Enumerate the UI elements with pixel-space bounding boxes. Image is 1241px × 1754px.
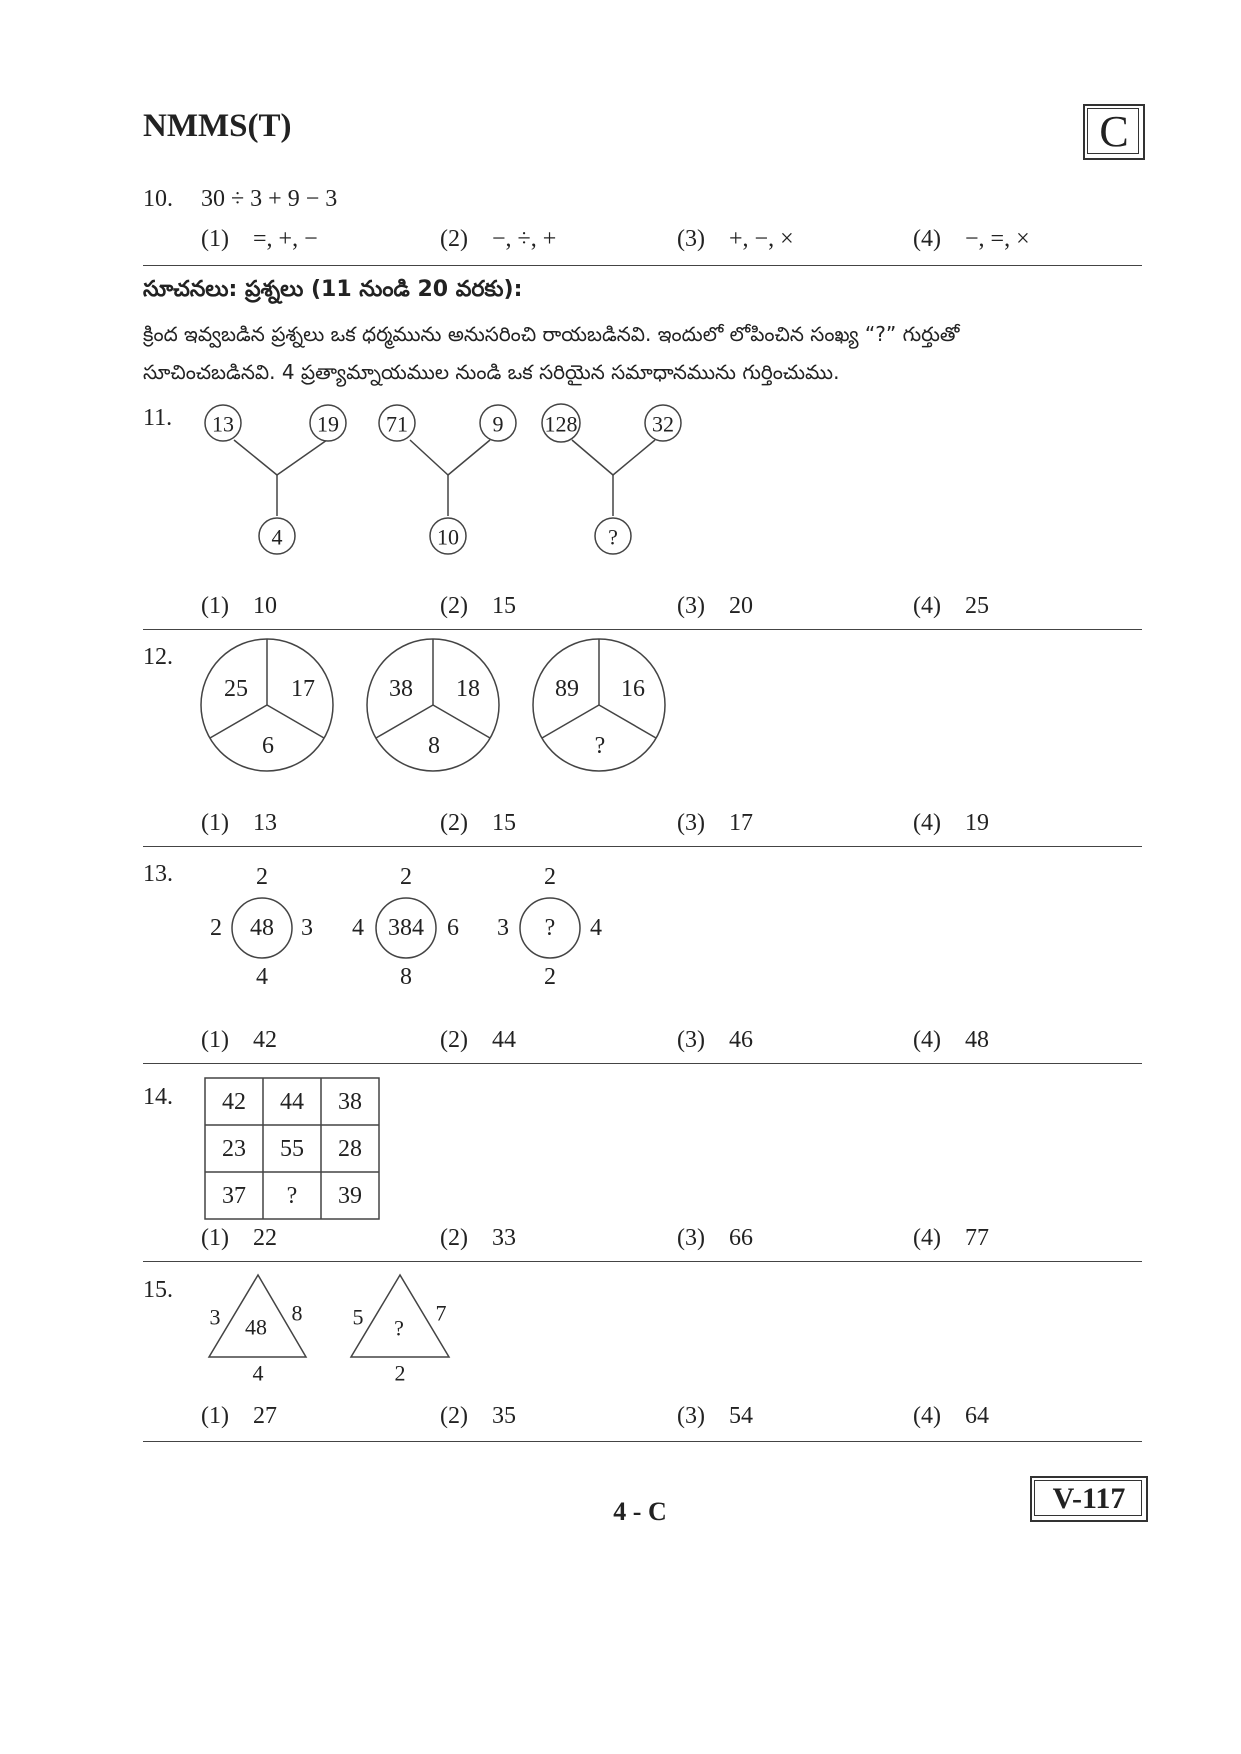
option-value: 46 bbox=[729, 1027, 753, 1053]
option-number: (1) bbox=[201, 226, 229, 252]
question-number: 14. bbox=[143, 1084, 173, 1110]
option-number: (4) bbox=[913, 1225, 941, 1251]
option-value: 44 bbox=[492, 1027, 516, 1053]
q15-fig2-left: 5 bbox=[352, 1304, 364, 1330]
option-number: (2) bbox=[440, 1027, 468, 1053]
option-1 bbox=[201, 1027, 277, 1054]
option-value: 48 bbox=[965, 1027, 989, 1053]
q12-fig1-c: 6 bbox=[262, 733, 274, 759]
q13-fig3-right: 4 bbox=[590, 915, 602, 941]
option-number: (4) bbox=[913, 1027, 941, 1053]
grid-cell: 37 bbox=[222, 1183, 246, 1209]
page-title: NMMS(T) bbox=[143, 108, 292, 144]
option-number: (1) bbox=[201, 1027, 229, 1053]
option-3 bbox=[677, 810, 753, 837]
q13-fig3-bottom: 2 bbox=[544, 964, 556, 990]
option-number: (2) bbox=[440, 593, 468, 619]
grid-cell: 38 bbox=[338, 1089, 362, 1115]
q15-fig1-center: 48 bbox=[245, 1314, 267, 1340]
option-number: (4) bbox=[913, 593, 941, 619]
q13-fig2-left: 4 bbox=[352, 915, 364, 941]
option-value: 25 bbox=[965, 593, 989, 619]
grid-cell: 44 bbox=[280, 1089, 304, 1115]
option-value: −, ÷, + bbox=[492, 226, 557, 252]
q13-fig1-top: 2 bbox=[256, 864, 268, 890]
option-value: 15 bbox=[492, 810, 516, 836]
option-number: (1) bbox=[201, 810, 229, 836]
q13-fig1-right: 3 bbox=[301, 915, 313, 941]
option-value: =, +, − bbox=[253, 226, 318, 252]
grid-cell: 42 bbox=[222, 1089, 246, 1115]
divider bbox=[143, 1063, 1142, 1064]
grid-cell: 28 bbox=[338, 1136, 362, 1162]
q11-fig1-left: 13 bbox=[212, 411, 234, 437]
q12-fig3-a: 89 bbox=[555, 676, 579, 702]
q15-fig2-center: ? bbox=[394, 1315, 404, 1341]
option-value: 27 bbox=[253, 1403, 277, 1429]
option-1 bbox=[201, 810, 277, 837]
set-code-badge: C bbox=[1083, 104, 1145, 160]
option-value: 77 bbox=[965, 1225, 989, 1251]
instructions-line: క్రింద ఇవ్వబడిన ప్రశ్నలు ఒక ధర్మమును అనుసరించి రాయబడినవి. ఇందులో లోపించిన సంఖ్య “?” గుర్తుతో bbox=[143, 322, 960, 346]
instructions-heading: సూచనలు: ప్రశ్నలు (11 నుండి 20 వరకు): bbox=[143, 277, 523, 302]
q13-fig1-center: 48 bbox=[250, 915, 274, 941]
option-4 bbox=[913, 1027, 989, 1054]
option-value: 42 bbox=[253, 1027, 277, 1053]
option-2 bbox=[440, 810, 516, 837]
option-number: (2) bbox=[440, 1225, 468, 1251]
q11-fig3-right: 32 bbox=[652, 411, 674, 437]
q15-fig1-right: 8 bbox=[291, 1300, 303, 1326]
option-number: (3) bbox=[677, 593, 705, 619]
option-number: (2) bbox=[440, 1403, 468, 1429]
grid-cell: 39 bbox=[338, 1183, 362, 1209]
option-4 bbox=[913, 1403, 989, 1430]
option-value: 19 bbox=[965, 810, 989, 836]
option-value: +, −, × bbox=[729, 226, 794, 252]
q12-fig1-b: 17 bbox=[291, 676, 315, 702]
q13-fig2-center: 384 bbox=[388, 915, 424, 941]
option-number: (4) bbox=[913, 226, 941, 252]
q11-fig1-bottom: 4 bbox=[271, 524, 283, 550]
question-number: 10. bbox=[143, 186, 173, 212]
q15-fig1-left: 3 bbox=[209, 1304, 221, 1330]
q15-fig1-bottom: 4 bbox=[252, 1360, 264, 1386]
q13-fig2-bottom: 8 bbox=[400, 964, 412, 990]
question-number: 13. bbox=[143, 861, 173, 887]
q13-fig2-right: 6 bbox=[447, 915, 459, 941]
q11-fig2-bottom: 10 bbox=[437, 524, 459, 550]
q11-fig3-bottom: ? bbox=[608, 524, 618, 550]
option-2 bbox=[440, 1027, 516, 1054]
option-value: 10 bbox=[253, 593, 277, 619]
option-value: 54 bbox=[729, 1403, 753, 1429]
option-number: (4) bbox=[913, 810, 941, 836]
q15-fig2-right: 7 bbox=[435, 1300, 447, 1326]
option-value: 35 bbox=[492, 1403, 516, 1429]
q12-fig3-b: 16 bbox=[621, 676, 645, 702]
q12-figures bbox=[0, 600, 1241, 780]
q11-fig2-right: 9 bbox=[492, 411, 504, 437]
grid-cell: ? bbox=[286, 1183, 298, 1209]
option-value: −, =, × bbox=[965, 226, 1030, 252]
option-2 bbox=[440, 1403, 516, 1430]
question-number: 15. bbox=[143, 1277, 173, 1303]
q11-fig2-left: 71 bbox=[386, 411, 408, 437]
q13-fig2-top: 2 bbox=[400, 864, 412, 890]
option-number: (3) bbox=[677, 1403, 705, 1429]
question-number: 11. bbox=[143, 405, 173, 431]
option-number: (3) bbox=[677, 810, 705, 836]
option-4 bbox=[913, 1225, 989, 1252]
q14-grid bbox=[0, 1070, 1241, 1220]
q15-fig2-bottom: 2 bbox=[394, 1360, 406, 1386]
option-number: (1) bbox=[201, 1225, 229, 1251]
question-text: 30 ÷ 3 + 9 − 3 bbox=[201, 186, 338, 212]
q12-fig2-b: 18 bbox=[456, 676, 480, 702]
option-number: (2) bbox=[440, 226, 468, 252]
option-number: (2) bbox=[440, 810, 468, 836]
instructions-line: సూచించబడినవి. 4 ప్రత్యామ్నాయముల నుండి ఒక సరియైన సమాధానమును గుర్తించుము. bbox=[143, 360, 840, 384]
option-number: (4) bbox=[913, 1403, 941, 1429]
page-number: 4 - C bbox=[613, 1497, 667, 1526]
q13-fig3-left: 3 bbox=[497, 915, 509, 941]
q12-fig3-c: ? bbox=[594, 733, 606, 759]
q12-fig2-c: 8 bbox=[428, 733, 440, 759]
grid-cell: 55 bbox=[280, 1136, 304, 1162]
option-value: 15 bbox=[492, 593, 516, 619]
option-value: 20 bbox=[729, 593, 753, 619]
option-number: (3) bbox=[677, 226, 705, 252]
paper-code-badge: V-117 bbox=[1030, 1476, 1148, 1522]
q13-fig3-top: 2 bbox=[544, 864, 556, 890]
option-number: (1) bbox=[201, 593, 229, 619]
option-value: 17 bbox=[729, 810, 753, 836]
q12-fig1-a: 25 bbox=[224, 676, 248, 702]
q11-fig1-right: 19 bbox=[317, 411, 339, 437]
option-value: 64 bbox=[965, 1403, 989, 1429]
q13-figures bbox=[0, 850, 1241, 1000]
q11-fig3-left: 128 bbox=[544, 411, 578, 437]
divider bbox=[143, 846, 1142, 847]
q13-fig1-bottom: 4 bbox=[256, 964, 268, 990]
option-1 bbox=[201, 1403, 277, 1430]
option-number: (3) bbox=[677, 1225, 705, 1251]
option-number: (1) bbox=[201, 1403, 229, 1429]
option-3 bbox=[677, 1027, 753, 1054]
option-2 bbox=[440, 1225, 516, 1252]
option-1 bbox=[201, 1225, 277, 1252]
grid-cell: 23 bbox=[222, 1136, 246, 1162]
option-4 bbox=[913, 810, 989, 837]
q13-fig1-left: 2 bbox=[210, 915, 222, 941]
question-number: 12. bbox=[143, 644, 173, 670]
q11-figures bbox=[0, 0, 1241, 600]
option-value: 22 bbox=[253, 1225, 277, 1251]
q13-fig3-center: ? bbox=[544, 915, 556, 941]
option-value: 13 bbox=[253, 810, 277, 836]
option-3 bbox=[677, 1403, 753, 1430]
q12-fig2-a: 38 bbox=[389, 676, 413, 702]
option-3 bbox=[677, 1225, 753, 1252]
q15-figures bbox=[0, 1260, 1241, 1390]
option-number: (3) bbox=[677, 1027, 705, 1053]
option-value: 66 bbox=[729, 1225, 753, 1251]
divider bbox=[143, 1441, 1142, 1442]
option-value: 33 bbox=[492, 1225, 516, 1251]
